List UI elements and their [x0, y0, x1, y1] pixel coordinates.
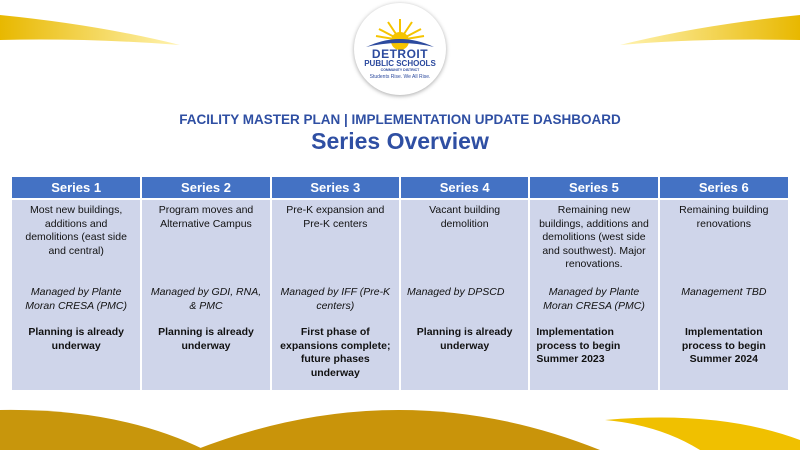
series-cell	[12, 199, 141, 390]
series-status: Implementation process to begin Summer 2024	[681, 326, 766, 365]
series-header: Series 2	[141, 177, 270, 199]
series-body-row	[12, 199, 788, 390]
series-manager: Managed by IFF (Pre-K centers)	[280, 286, 391, 312]
series-description: Program moves and Alternative Campus	[158, 204, 254, 230]
series-header: Series 6	[659, 177, 788, 199]
series-cell	[271, 199, 400, 390]
series-manager: Managed by DPSCD	[406, 286, 505, 298]
dashboard-subtitle: FACILITY MASTER PLAN | IMPLEMENTATION UPDATE DASHBOARD	[179, 112, 621, 127]
series-header: Series 4	[400, 177, 529, 199]
series-header: Series 1	[12, 177, 141, 199]
series-description: Vacant building demolition	[429, 204, 501, 230]
series-description: Pre-K expansion and Pre-K centers	[286, 204, 385, 230]
series-manager: Managed by Plante Moran CRESA (PMC)	[25, 286, 128, 312]
series-header: Series 5	[529, 177, 658, 199]
dpscd-logo: DETROIT PUBLIC SCHOOLS COMMUNITY DISTRICT Students Rise. We All Rise.	[354, 3, 446, 95]
series-table	[12, 177, 788, 390]
series-manager: Managed by Plante Moran CRESA (PMC)	[543, 286, 645, 312]
series-cell	[529, 199, 658, 390]
series-status: Planning is already underway	[416, 326, 513, 352]
series-cell	[141, 199, 270, 390]
series-cell	[400, 199, 529, 390]
series-header: Series 3	[271, 177, 400, 199]
series-status: Planning is already underway	[158, 326, 254, 352]
series-status: Implementation process to begin Summer 2023	[536, 326, 621, 365]
series-status: First phase of expansions complete; future phases underway	[280, 326, 391, 379]
series-description: Remaining new buildings, additions and demolitions (west side and southwest). Major renovations.	[539, 204, 649, 270]
series-description: Remaining building renovations	[679, 204, 769, 230]
series-cell	[659, 199, 788, 390]
series-manager: Management TBD	[681, 286, 767, 298]
page-title: Series Overview	[311, 128, 489, 154]
series-description: Most new buildings, additions and demolitions (east side and central)	[25, 204, 127, 257]
series-manager: Managed by GDI, RNA, & PMC	[150, 286, 262, 312]
header-row	[12, 177, 788, 199]
series-status: Planning is already underway	[28, 326, 125, 352]
